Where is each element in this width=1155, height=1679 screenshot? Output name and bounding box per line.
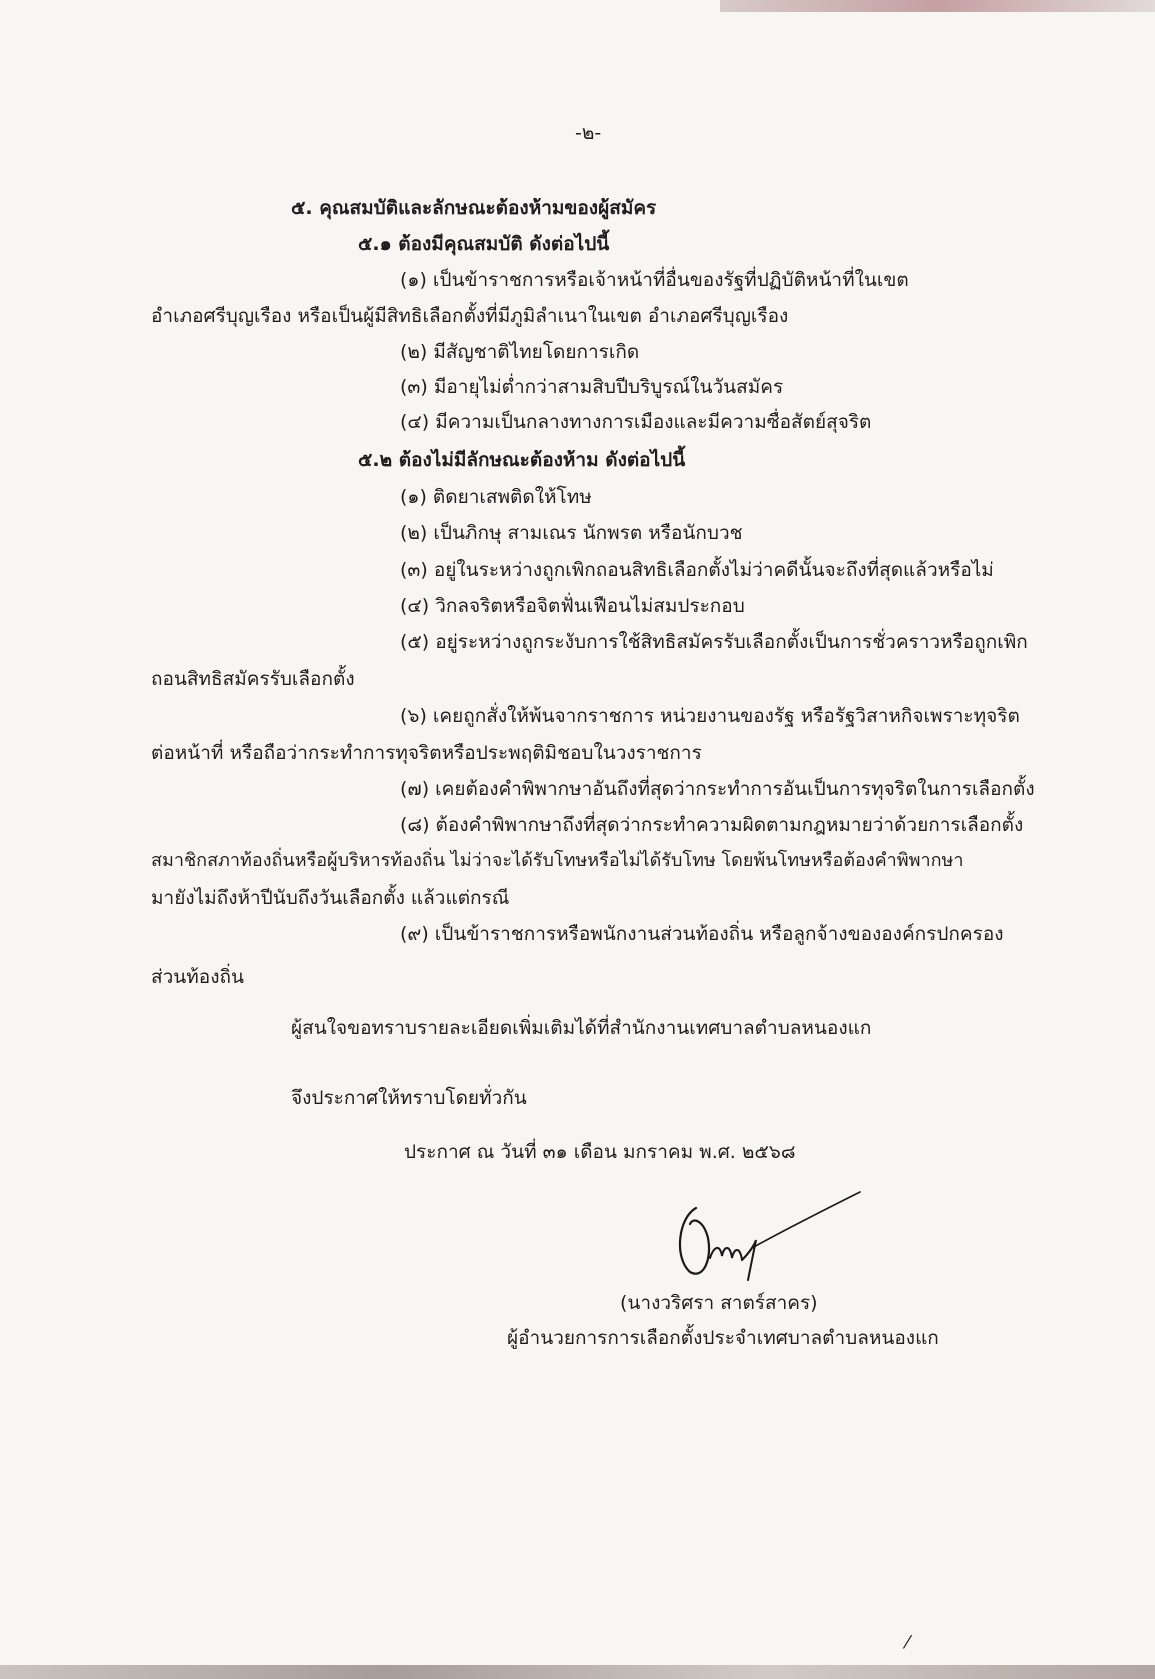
prohibition-6-line-1: (๖) เคยถูกสั่งให้พ้นจากราชการ หน่วยงานของรัฐ หรือรัฐวิสาหกิจเพราะทุจริต <box>400 705 1020 727</box>
signature <box>668 1188 868 1288</box>
section-5-heading: ๕. คุณสมบัติและลักษณะต้องห้ามของผู้สมัคร <box>291 197 657 219</box>
announcement-date: ประกาศ ณ วันที่ ๓๑ เดือน มกราคม พ.ศ. ๒๕๖๘ <box>404 1141 796 1163</box>
qualification-4: (๔) มีความเป็นกลางทางการเมืองและมีความซื่อสัตย์สุจริต <box>400 411 872 433</box>
scan-edge-bottom <box>0 1665 1155 1679</box>
signer-title: ผู้อำนวยการการเลือกตั้งประจำเทศบาลตำบลหนองแก <box>507 1327 939 1349</box>
section-5-2-heading: ๕.๒ ต้องไม่มีลักษณะต้องห้าม ดังต่อไปนี้ <box>358 449 686 471</box>
contact-paragraph: ผู้สนใจขอทราบรายละเอียดเพิ่มเติมได้ที่สำนักงานเทศบาลตำบลหนองแก <box>291 1017 872 1039</box>
prohibition-8-line-1: (๘) ต้องคำพิพากษาถึงที่สุดว่ากระทำความผิดตามกฎหมายว่าด้วยการเลือกตั้ง <box>400 814 1024 836</box>
qualification-3: (๓) มีอายุไม่ต่ำกว่าสามสิบปีบริบูรณ์ในวันสมัคร <box>400 376 784 398</box>
prohibition-5-line-2: ถอนสิทธิสมัครรับเลือกตั้ง <box>151 668 355 690</box>
prohibition-1: (๑) ติดยาเสพติดให้โทษ <box>400 486 592 508</box>
prohibition-4: (๔) วิกลจริตหรือจิตฟั่นเฟือนไม่สมประกอบ <box>400 595 745 617</box>
prohibition-9-line-2: ส่วนท้องถิ่น <box>151 966 244 988</box>
scan-edge-top <box>720 0 1155 12</box>
prohibition-9-line-1: (๙) เป็นข้าราชการหรือพนักงานส่วนท้องถิ่น หรือลูกจ้างขององค์กรปกครอง <box>400 923 1004 945</box>
announcement-closing: จึงประกาศให้ทราบโดยทั่วกัน <box>291 1087 527 1109</box>
qualification-1-line-2: อำเภอศรีบุญเรือง หรือเป็นผู้มีสิทธิเลือกตั้งที่มีภูมิลำเนาในเขต อำเภอศรีบุญเรือง <box>151 305 789 327</box>
prohibition-3: (๓) อยู่ในระหว่างถูกเพิกถอนสิทธิเลือกตั้งไม่ว่าคดีนั้นจะถึงที่สุดแล้วหรือไม่ <box>400 559 994 581</box>
prohibition-7: (๗) เคยต้องคำพิพากษาอันถึงที่สุดว่ากระทำการอันเป็นการทุจริตในการเลือกตั้ง <box>400 778 1035 800</box>
qualification-1-line-1: (๑) เป็นข้าราชการหรือเจ้าหน้าที่อื่นของรัฐที่ปฏิบัติหน้าที่ในเขต <box>400 269 909 291</box>
prohibition-6-line-2: ต่อหน้าที่ หรือถือว่ากระทำการทุจริตหรือประพฤติมิชอบในวงราชการ <box>151 742 702 764</box>
prohibition-8-line-2: สมาชิกสภาท้องถิ่นหรือผู้บริหารท้องถิ่น ไม่ว่าจะได้รับโทษหรือไม่ได้รับโทษ โดยพ้นโทษหรือต้องคำพิพากษา <box>151 850 964 871</box>
prohibition-8-line-3: มายังไม่ถึงห้าปีนับถึงวันเลือกตั้ง แล้วแต่กรณี <box>151 887 510 909</box>
prohibition-5-line-1: (๕) อยู่ระหว่างถูกระงับการใช้สิทธิสมัครรับเลือกตั้งเป็นการชั่วคราวหรือถูกเพิก <box>400 631 1028 653</box>
stray-ink-mark: ⁄ <box>906 1632 910 1653</box>
section-5-1-heading: ๕.๑ ต้องมีคุณสมบัติ ดังต่อไปนี้ <box>358 233 610 255</box>
qualification-2: (๒) มีสัญชาติไทยโดยการเกิด <box>400 341 640 363</box>
prohibition-2: (๒) เป็นภิกษุ สามเณร นักพรต หรือนักบวช <box>400 522 743 544</box>
signer-name: (นางวริศรา สาตร์สาคร) <box>620 1292 818 1314</box>
page-number: -๒- <box>575 122 602 144</box>
